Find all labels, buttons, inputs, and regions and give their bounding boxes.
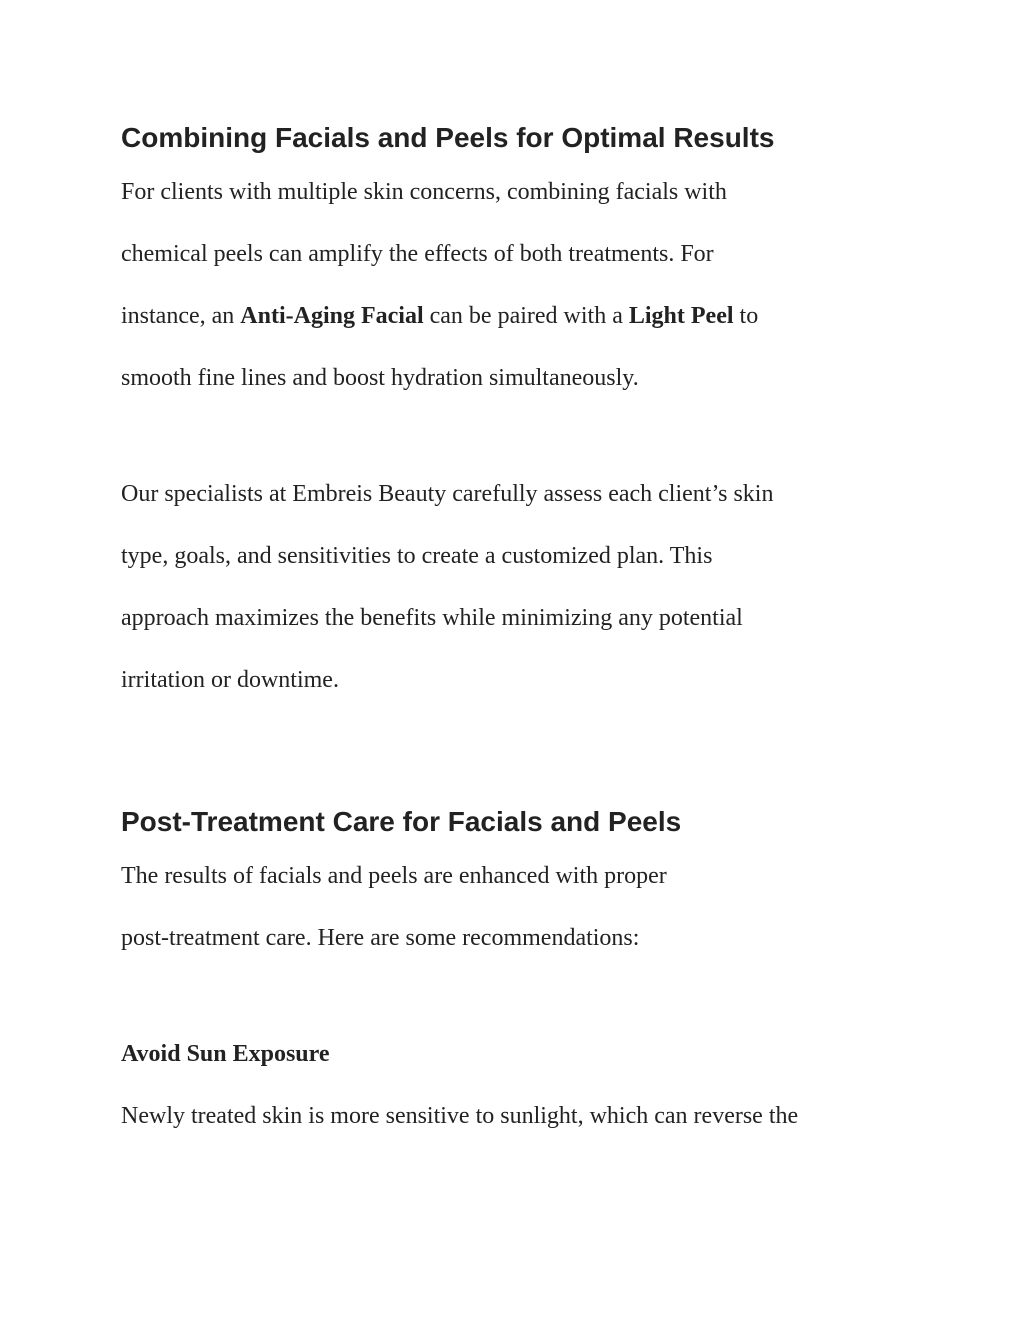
paragraph-line: smooth fine lines and boost hydration simultaneously. (121, 365, 639, 391)
paragraph-line: post-treatment care. Here are some recommendations: (121, 925, 640, 951)
paragraph-line: irritation or downtime. (121, 667, 339, 693)
section-heading-post-treatment: Post-Treatment Care for Facials and Peels (121, 806, 682, 837)
text-run: can be paired with a (423, 303, 629, 329)
paragraph-line: For clients with multiple skin concerns, combining facials with (121, 179, 727, 205)
paragraph-line: Our specialists at Embreis Beauty carefully assess each client’s skin (121, 481, 774, 507)
bold-anti-aging-facial: Anti-Aging Facial (240, 303, 424, 329)
paragraph-line (121, 301, 758, 331)
section-heading-combining: Combining Facials and Peels for Optimal Results (121, 122, 775, 153)
bold-light-peel: Light Peel (628, 303, 734, 329)
paragraph-line: chemical peels can amplify the effects of both treatments. For (121, 241, 714, 267)
paragraph-line: Newly treated skin is more sensitive to sunlight, which can reverse the (121, 1103, 799, 1129)
subheading-avoid-sun-exposure: Avoid Sun Exposure (121, 1041, 330, 1067)
text-run: instance, an (121, 303, 241, 329)
paragraph-line: approach maximizes the benefits while minimizing any potential (121, 605, 743, 631)
paragraph-line: The results of facials and peels are enhanced with proper (121, 863, 667, 889)
text-run: to (733, 303, 759, 329)
paragraph-line: type, goals, and sensitivities to create a customized plan. This (121, 543, 713, 569)
